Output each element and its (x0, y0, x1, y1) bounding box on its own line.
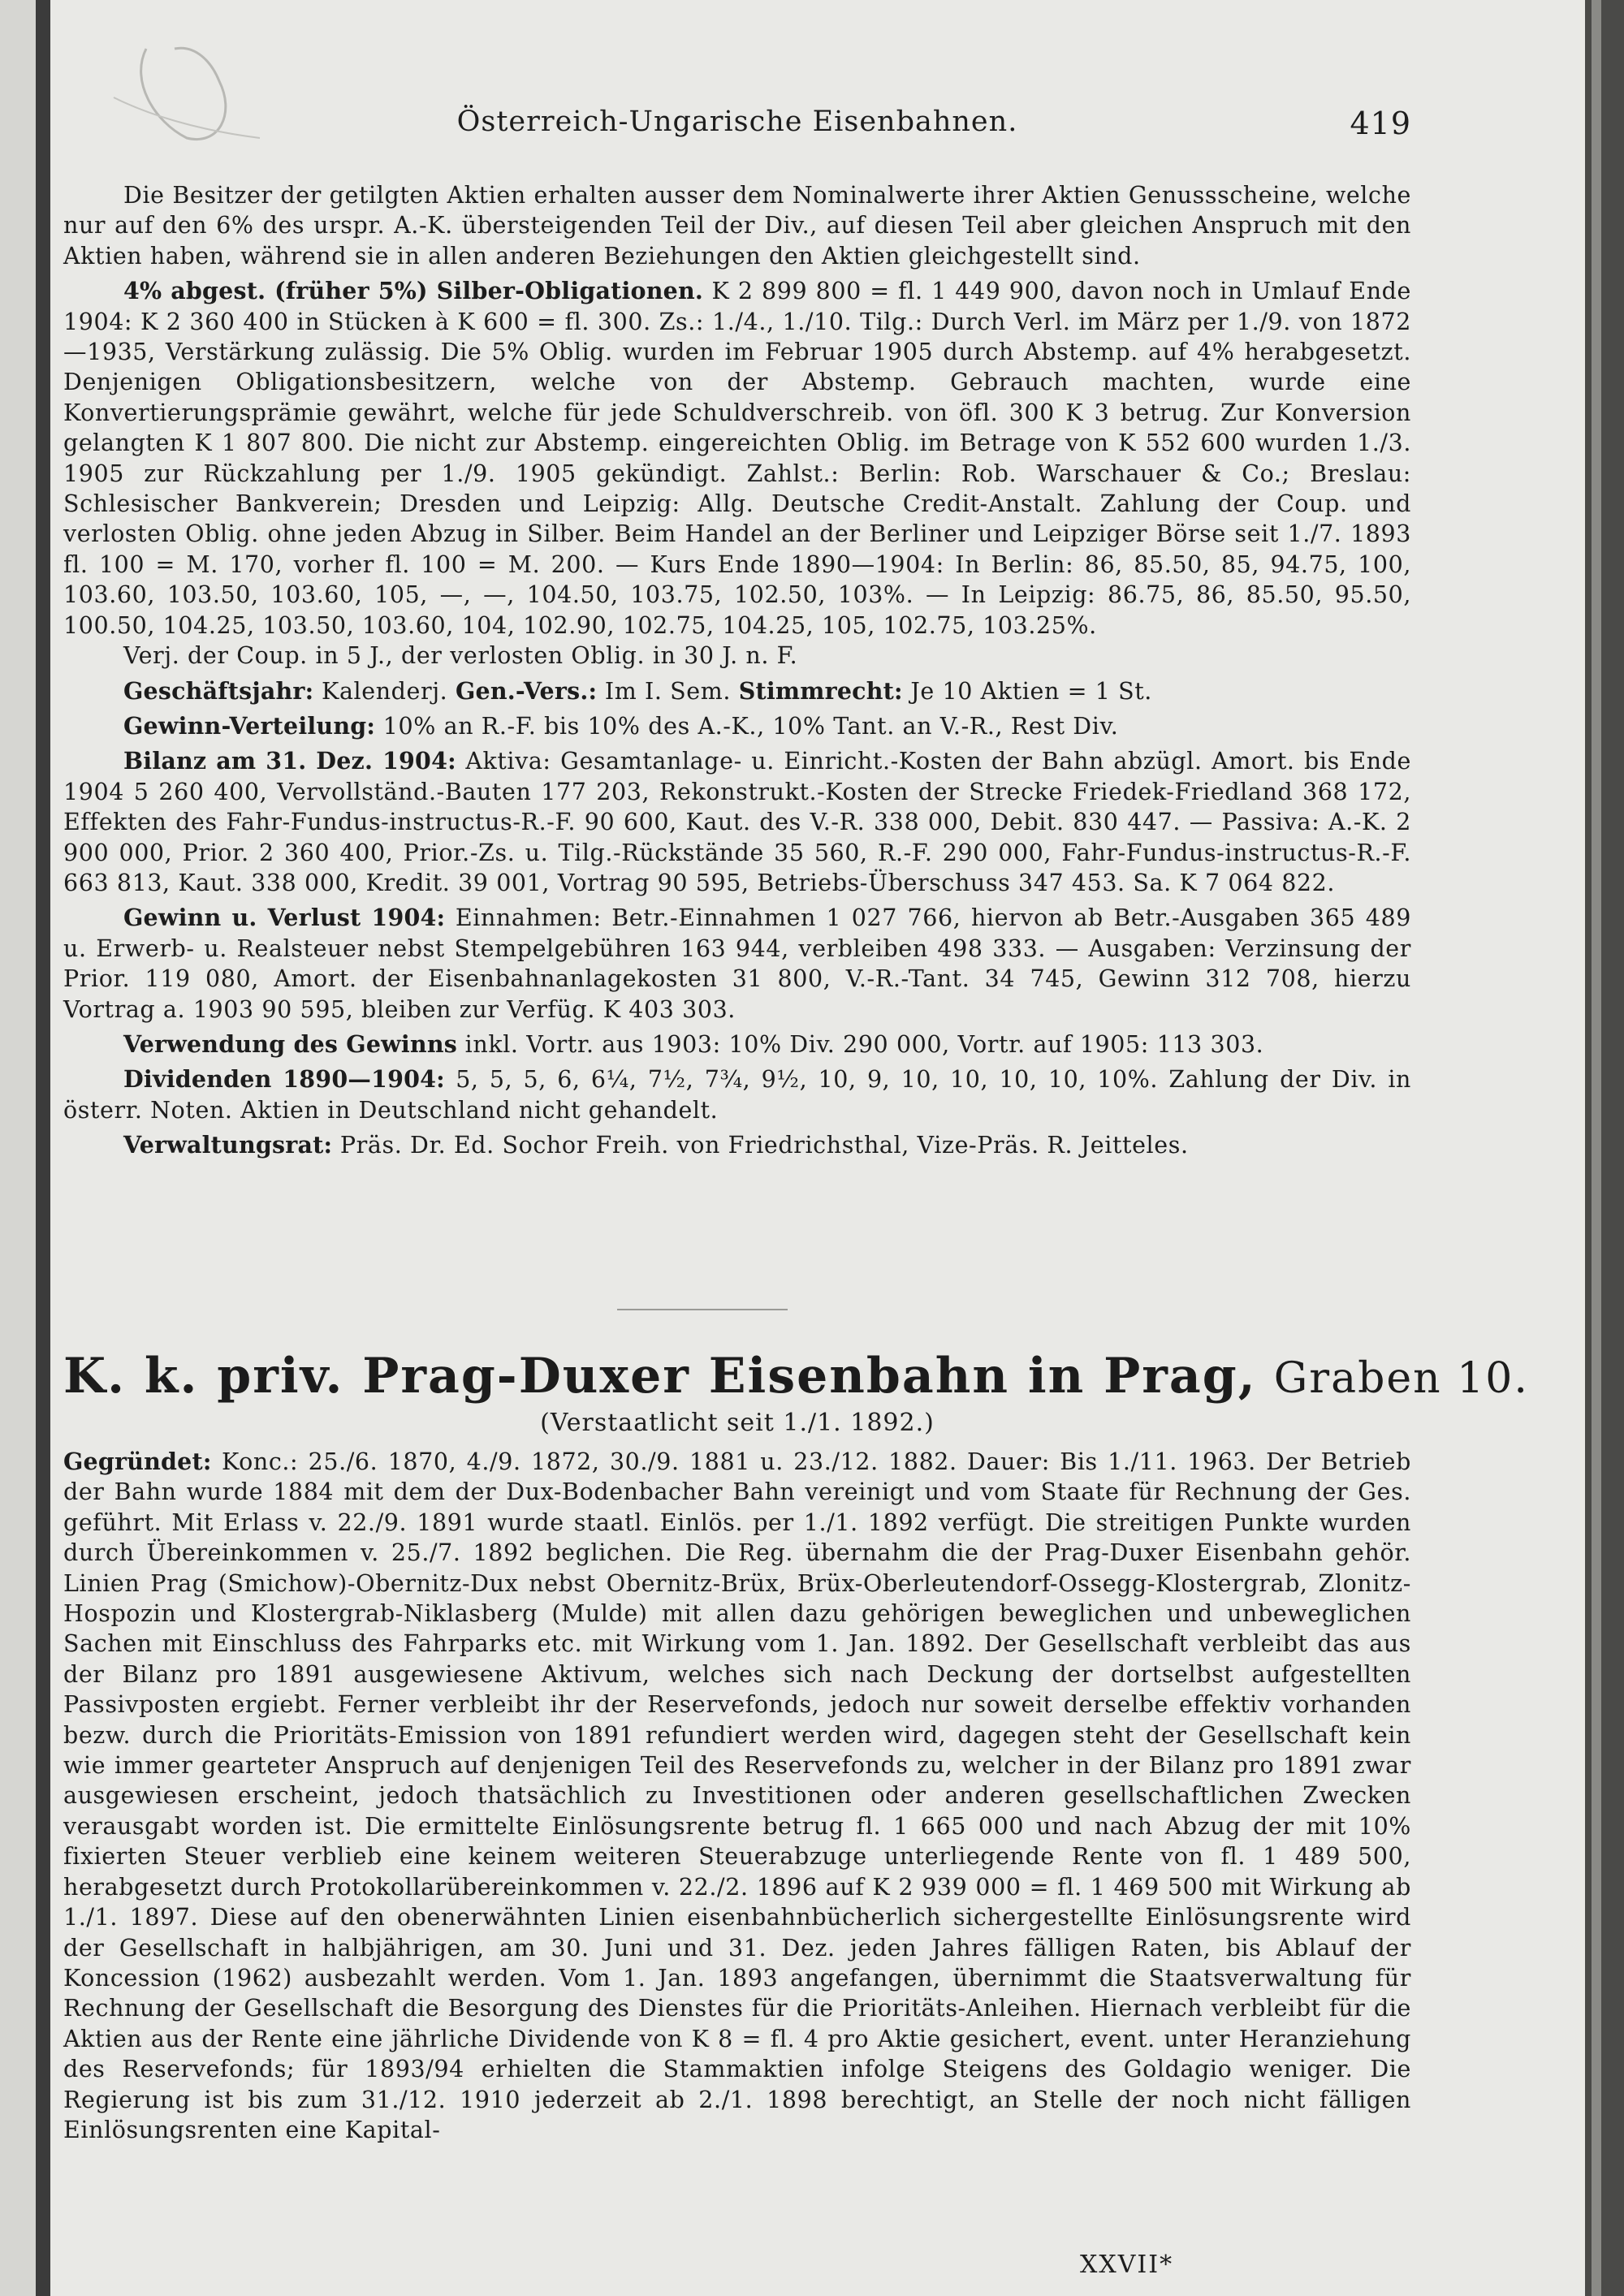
text-gewinn-verteilung: 10% an R.-F. bis 10% des A.-K., 10% Tant. an V.-R., Rest Div. (382, 712, 1119, 740)
paragraph-gewinn-verteilung (63, 711, 1411, 741)
paragraph-bilanz (63, 746, 1411, 898)
label-silber-obligationen: 4% abgest. (früher 5%) Silber-Obligationen. (123, 277, 704, 305)
text-bilanz: Aktiva: Gesamtanlage- u. Einricht.-Kosten der Bahn abzügl. Amort. bis Ende 1904 5 260 400, Vervollständ.-Bauten 177 203, Rekonstrukt.-Kosten der Strecke Friedek-Friedland 368 172, Effekten des Fahr-Fundus-instructus-R.-F. 90 600, Kaut. des V.-R. 338 000, Debit. 830 447. — Passiva: A.-K. 2 900 000, Prior. 2 360 400, Prior.-Zs. u. Tilg.-Rückstände 35 560, R.-F. 290 000, Fahr-Fundus-instructus-R.-F. 663 813, Kaut. 338 000, Kredit. 39 001, Vortrag 90 595, Betriebs-Überschuss 347 453. Sa. K 7 064 822. (63, 748, 1411, 896)
text-stimmrecht: Je 10 Aktien = 1 St. (910, 677, 1152, 705)
text-verwendung: inkl. Vortr. aus 1903: 10% Div. 290 000, Vortr. auf 1905: 113 303. (464, 1030, 1264, 1058)
running-head-title: Österreich-Ungarische Eisenbahnen. (456, 106, 1018, 138)
label-verwaltungsrat: Verwaltungsrat: (123, 1131, 333, 1159)
right-page-edge (1585, 0, 1624, 2296)
paragraph-geschaeftsjahr (63, 676, 1411, 706)
text-dividenden: 5, 5, 5, 6, 6¼, 7½, 7¾, 9½, 10, 9, 10, 10, 10, 10, 10%. Zahlung der Div. in österr. Noten. Aktien in Deutschland nicht gehandelt. (63, 1066, 1411, 1124)
paragraph-verwendung (63, 1029, 1411, 1060)
label-gewinn-verteilung: Gewinn-Verteilung: (123, 711, 376, 740)
label-dividenden: Dividenden 1890—1904: (123, 1065, 445, 1094)
section-austro-hungarian-continued (63, 180, 1411, 1161)
company-name: K. k. priv. Prag-Duxer Eisenbahn in Prag, (63, 1348, 1257, 1405)
label-gen-vers: Gen.-Vers.: (455, 676, 598, 705)
company-address: Graben 10. (1273, 1354, 1529, 1403)
text-gen-vers: Im I. Sem. (604, 677, 732, 705)
paragraph-gegruendet (63, 1447, 1411, 2145)
paragraph-verwaltungsrat (63, 1130, 1411, 1160)
company-subhead: (Verstaatlicht seit 1./1. 1892.) (540, 1409, 935, 1437)
paragraph-silber-obligationen (63, 276, 1411, 641)
text-silber-obligationen: K 2 899 800 = fl. 1 449 900, davon noch in Umlauf Ende 1904: K 2 360 400 in Stücken à K 600 = fl. 300. Zs.: 1./4., 1./10. Tilg.: Durch Verl. im März per 1./9. von 1872—1935, Verstärkung zulässig. Die 5% Oblig. wurden im Februar 1905 durch Abstemp. auf 4% herabgesetzt. Denjenigen Obligationsbesitzern, welche von der Abstemp. Gebrauch machten, wurde eine Konvertierungsprämie gewährt, welche für jede Schuldverschreib. von öfl. 300 K 3 betrug. Zur Konversion gelangten K 1 807 800. Die nicht zur Abstemp. eingereichten Oblig. im Betrage von K 552 600 wurden 1./3. 1905 zur Rückzahlung per 1./9. 1905 gekündigt. Zahlst.: Berlin: Rob. Warschauer & Co.; Breslau: Schlesischer Bankverein; Dresden und Leipzig: Allg. Deutsche Credit-Anstalt. Zahlung der Coup. und verlosten Oblig. ohne jeden Abzug in Silber. Beim Handel an der Berliner und Leipziger Börse seit 1./7. 1893 fl. 100 = M. 170, vorher fl. 100 = M. 200. — Kurs Ende 1890—1904: In Berlin: 86, 85.50, 85, 94.75, 100, 103.60, 103.50, 103.60, 105, —, —, 104.50, 103.75, 102.50, 103%. — In Leipzig: 86.75, 86, 85.50, 95.50, 100.50, 104.25, 103.50, 103.60, 104, 102.90, 102.75, 104.25, 105, 102.75, 103.25%. (63, 278, 1411, 639)
paragraph-verjaehrung: Verj. der Coup. in 5 J., der verlosten Oblig. in 30 J. n. F. (123, 642, 798, 670)
text-gegruendet: Konc.: 25./6. 1870, 4./9. 1872, 30./9. 1881 u. 23./12. 1882. Dauer: Bis 1./11. 1963. Der Betrieb der Bahn wurde 1884 mit dem der Dux-Bodenbacher Bahn vereinigt und vom Staate für Rechnung der Ges. geführt. Mit Erlass v. 22./9. 1891 wurde staatl. Einlös. per 1./1. 1892 verfügt. Die streitigen Punkte wurden durch Übereinkommen v. 25./7. 1892 beglichen. Die Reg. übernahm die der Prag-Duxer Eisenbahn gehör. Linien Prag (Smichow)-Obernitz-Dux nebst Obernitz-Brüx, Brüx-Oberleutendorf-Ossegg-Klostergrab, Zlonitz-Hospozin und Klostergrab-Niklasberg (Mulde) mit allen dazu gehörigen beweglichen und unbeweglichen Sachen mit Einschluss des Fahrparks etc. mit Wirkung vom 1. Jan. 1892. Der Gesellschaft verbleibt das aus der Bilanz pro 1891 ausgewiesene Aktivum, welches sich nach Deckung der dortselbst aufgestellten Passivposten ergiebt. Ferner verbleibt ihr der Reservefonds, jedoch nur soweit derselbe effektiv vorhanden bezw. durch die Prioritäts-Emission von 1891 refundiert werden wird, dagegen steht der Gesellschaft kein wie immer gearteter Anspruch auf denjenigen Teil des Reservefonds zu, welcher in der Bilanz pro 1891 zwar ausgewiesen erscheint, jedoch thatsächlich zu Investitionen oder anderen gesellschaftlichen Zwecken verausgabt worden ist. Die ermittelte Einlösungsrente betrug fl. 1 665 000 und nach Abzug der mit 10% fixierten Steuer verblieb eine keinem weiteren Steuerabzuge unterliegende Rente von fl. 1 489 500, herabgesetzt durch Protokollarübereinkommen v. 22./2. 1896 auf K 2 939 000 = fl. 1 469 500 mit Wirkung ab 1./1. 1897. Diese auf den obenerwähnten Linien eisenbahnbücherlich sichergestellte Einlösungsrente wird der Gesellschaft in halbjährigen, am 30. Juni und 31. Dez. jeden Jahres fälligen Raten, bis Ablauf der Koncession (1962) ausbezahlt werden. Vom 1. Jan. 1893 angefangen, übernimmt die Staatsverwaltung für Rechnung der Gesellschaft die Besorgung des Dienstes für die Prioritäts-Anleihen. Hiernach verbleibt für die Aktien aus der Rente eine jährliche Dividende von K 8 = fl. 4 pro Aktie gesichert, event. unter Heranziehung des Reservefonds; für 1893/94 erhielten die Stammaktien infolge Steigens des Goldagio weniger. Die Regierung ist bis zum 31./12. 1910 jederzeit ab 2./1. 1898 berechtigt, an Stelle der noch nicht fälligen Einlösungsrenten eine Kapital- (63, 1448, 1411, 2143)
company-headline (63, 1348, 1529, 1405)
text-gewinn-verlust: Einnahmen: Betr.-Einnahmen 1 027 766, hiervon ab Betr.-Ausgaben 365 489 u. Erwerb- u. Realsteuer nebst Stempelgebühren 163 944, verbleiben 498 333. — Ausgaben: Verzinsung der Prior. 119 080, Amort. der Eisenbahnanlagekosten 31 800, V.-R.-Tant. 34 745, Gewinn 312 708, hierzu Vortrag a. 1903 90 595, bleiben zur Verfüg. K 403 303. (63, 904, 1411, 1023)
section-divider (617, 1309, 788, 1310)
paragraph-gewinn-verlust (63, 903, 1411, 1025)
text-verwaltungsrat: Präs. Dr. Ed. Sochor Freih. von Friedrichsthal, Vize-Präs. R. Jeitteles. (339, 1132, 1189, 1159)
label-verwendung: Verwendung des Gewinns (123, 1029, 457, 1058)
paragraph-genussscheine: Die Besitzer der getilgten Aktien erhalten ausser dem Nominalwerte ihrer Aktien Genussscheine, welche nur auf den 6% des urspr. A.-K. übersteigenden Teil der Div., auf diesen Teil aber gleichen Anspruch mit den Aktien haben, während sie in allen anderen Beziehungen den Aktien gleichgestellt sind. (63, 182, 1411, 270)
label-geschaeftsjahr: Geschäftsjahr: (123, 676, 314, 705)
left-page-edge (0, 0, 50, 2296)
paragraph-dividenden (63, 1064, 1411, 1125)
label-stimmrecht: Stimmrecht: (738, 676, 903, 705)
page-number: 419 (1350, 106, 1411, 141)
running-head (63, 106, 1411, 146)
label-gewinn-verlust: Gewinn u. Verlust 1904: (123, 904, 446, 932)
text-geschaeftsjahr: Kalenderj. (322, 677, 448, 705)
label-bilanz: Bilanz am 31. Dez. 1904: (123, 747, 456, 775)
label-gegruendet: Gegründet: (63, 1448, 212, 1475)
signature-mark: XXVII* (1080, 2251, 1174, 2279)
section-prag-duxer (63, 1447, 1411, 2145)
